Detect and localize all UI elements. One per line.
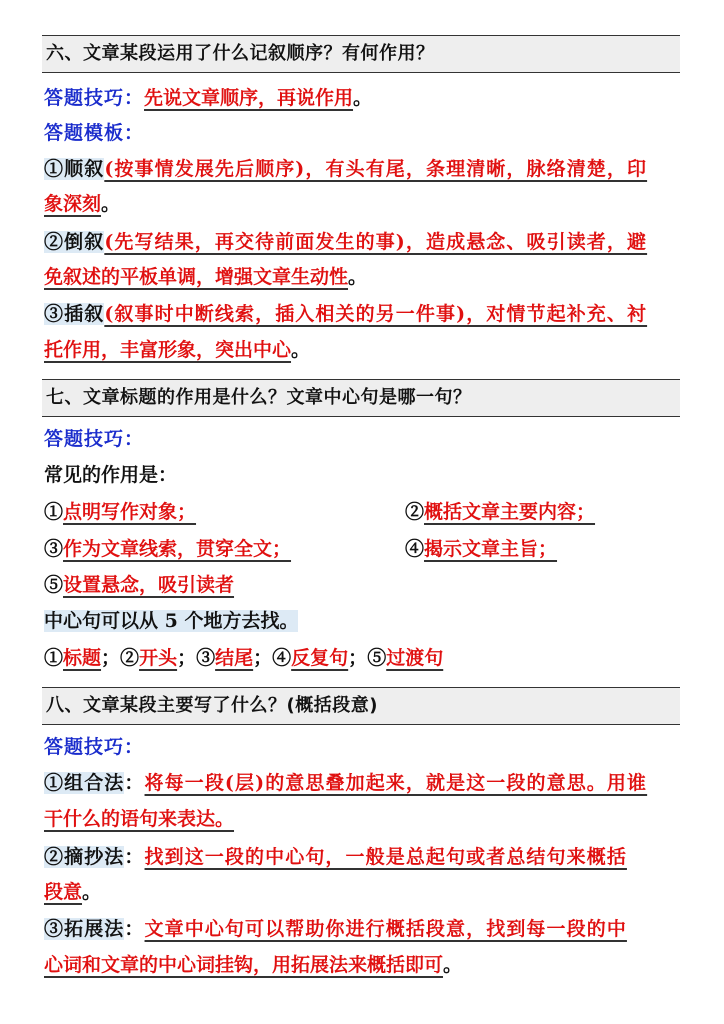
s7-place-5: 过渡句 [386, 647, 444, 669]
s8-method-2-text-2: 段意 [44, 881, 83, 903]
s7-common-line [44, 461, 177, 489]
s6-tip-text: 先说文章顺序，再说作用 [144, 87, 354, 109]
s8-method-2-term: 摘抄法 [64, 846, 125, 868]
s8-method-3-end: 。 [443, 954, 463, 976]
s7-function-4 [405, 535, 557, 563]
s7-function-5 [44, 571, 234, 599]
s7-function-3 [44, 535, 291, 563]
s8-method-3-line-2 [44, 951, 462, 979]
s7-function-2-text: 概括文章主要内容； [424, 501, 596, 523]
s6-tip-line [44, 84, 372, 112]
s7-function-4-text: 揭示文章主旨； [424, 538, 558, 560]
s8-tip-line [44, 733, 144, 761]
s7-function-5-num: ⑤ [44, 574, 64, 596]
s6-item-2-line-2 [44, 263, 367, 291]
s8-method-3-line-1 [44, 915, 627, 943]
s6-item-3-term: 插叙 [64, 303, 105, 325]
s7-place-4: 反复句 [291, 647, 349, 669]
s6-tip-end: 。 [353, 87, 373, 109]
s7-place-3: 结尾 [215, 647, 254, 669]
s8-method-2-num: ② [44, 846, 65, 868]
s8-method-1-term: 组合法 [64, 772, 125, 794]
s6-item-1-num: ① [44, 158, 65, 180]
s8-method-2-line-1 [44, 843, 627, 871]
s8-method-1-line-1 [44, 769, 647, 797]
s6-item-1-text: (按事情发展先后顺序)，有头有尾，条理清晰，脉络清楚，印 [104, 158, 648, 180]
s6-item-2-term: 倒叙 [64, 231, 105, 253]
s7-sep-3: ； [253, 647, 273, 669]
s8-method-2-end: 。 [82, 881, 102, 903]
s7-place-1-num: ① [44, 647, 64, 669]
s8-method-3-text-2: 心词和文章的中心词挂钩，用拓展法来概括即可 [44, 954, 444, 976]
s7-place-5-num: ⑤ [367, 647, 387, 669]
s7-common-label: 常见的作用是： [44, 464, 178, 486]
section-7-header: 七、文章标题的作用是什么？文章中心句是哪一句？ [42, 379, 680, 417]
s7-tip-label: 答题技巧： [44, 428, 145, 450]
s6-item-1-text-2: 象深刻 [44, 193, 102, 215]
s7-function-5-text: 设置悬念，吸引读者 [63, 574, 235, 596]
s6-item-1-line-1 [44, 155, 647, 183]
s6-template-label: 答题模板： [44, 122, 145, 144]
section-8-header: 八、文章某段主要写了什么？(概括段意) [42, 687, 680, 725]
s7-function-1-text: 点明写作对象； [63, 501, 197, 523]
s7-function-2-num: ② [405, 501, 425, 523]
s6-item-2-text-2: 免叙述的平板单调，增强文章生动性 [44, 266, 349, 288]
s8-method-1-colon: ： [124, 772, 145, 794]
s6-template-line [44, 119, 144, 147]
s8-method-2-text: 找到这一段的中心句，一般是总起句或者总结句来概括 [144, 846, 627, 868]
s6-tip-label: 答题技巧： [44, 87, 145, 109]
s6-item-3-text: (叙事时中断线索，插入相关的另一件事)，对情节起补充、衬 [104, 303, 648, 325]
s7-function-1-num: ① [44, 501, 64, 523]
s7-function-4-num: ④ [405, 538, 425, 560]
s6-item-3-line-1 [44, 300, 647, 328]
s7-center-places [44, 644, 443, 672]
s8-method-1-num: ① [44, 772, 65, 794]
s7-place-2-num: ② [120, 647, 140, 669]
s8-method-2-line-2 [44, 878, 101, 906]
s7-function-1 [44, 498, 196, 526]
s7-sep-4: ； [348, 647, 368, 669]
s6-item-2-line-1 [44, 228, 647, 256]
s7-place-1: 标题 [63, 647, 102, 669]
s8-method-1-text-2: 干什么的语句来表达。 [44, 808, 235, 830]
s6-item-2-text: (先写结果，再交待前面发生的事)，造成悬念、吸引读者，避 [104, 231, 648, 253]
s6-item-1-term: 顺叙 [64, 158, 105, 180]
s6-item-2-end: 。 [348, 266, 368, 288]
s8-method-3-text: 文章中心句可以帮助你进行概括段意，找到每一段的中 [144, 918, 627, 940]
section-6-header: 六、文章某段运用了什么记叙顺序？有何作用？ [42, 35, 680, 73]
s6-item-3-line-2 [44, 336, 310, 364]
s7-function-3-num: ③ [44, 538, 64, 560]
s7-tip-line [44, 425, 144, 453]
s6-item-3-num: ③ [44, 303, 65, 325]
s7-sep-2: ； [177, 647, 197, 669]
s8-method-1-text: 将每一段(层)的意思叠加起来，就是这一段的意思。用谁 [144, 772, 648, 794]
s7-place-3-num: ③ [196, 647, 216, 669]
s7-function-3-text: 作为文章线索，贯穿全文； [63, 538, 292, 560]
s7-function-2 [405, 498, 595, 526]
s8-method-1-line-2 [44, 805, 234, 833]
s7-place-2: 开头 [139, 647, 178, 669]
s6-item-3-end: 。 [291, 339, 311, 361]
s8-method-2-colon: ： [124, 846, 145, 868]
s6-item-2-num: ② [44, 231, 65, 253]
s7-place-4-num: ④ [272, 647, 292, 669]
s8-method-3-num: ③ [44, 918, 65, 940]
s8-tip-label: 答题技巧： [44, 736, 145, 758]
s7-sep-1: ； [101, 647, 121, 669]
s7-center-label: 中心句可以从 5 个地方去找。 [44, 610, 299, 632]
s7-center-line [44, 607, 298, 635]
s8-method-3-colon: ： [124, 918, 145, 940]
s6-item-1-end: 。 [101, 193, 121, 215]
s6-item-1-line-2 [44, 190, 120, 218]
s6-item-3-text-2: 托作用，丰富形象，突出中心 [44, 339, 292, 361]
s8-method-3-term: 拓展法 [64, 918, 125, 940]
